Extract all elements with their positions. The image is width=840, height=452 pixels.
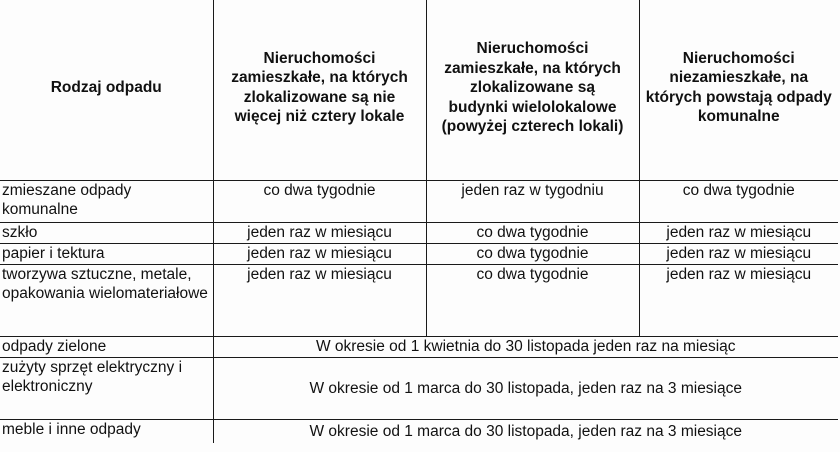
frequency-cell: co dwa tygodnie [426,222,639,243]
header-multi-unit-residential: Nieruchomości zamieszkałe, na których zlokalizowane są budynki wielolokalowe (powyżej czterech lokali) [426,0,639,180]
frequency-cell: co dwa tygodnie [213,180,426,222]
frequency-cell: co dwa tygodnie [426,264,639,336]
table-row [0,180,838,222]
seasonal-frequency-cell: W okresie od 1 marca do 30 listopada, jeden raz na 3 miesiące [213,419,838,443]
frequency-cell: jeden raz w miesiącu [639,243,838,264]
seasonal-frequency-cell: W okresie od 1 marca do 30 listopada, jeden raz na 3 miesiące [213,357,838,419]
frequency-cell: jeden raz w tygodniu [426,180,639,222]
frequency-cell: co dwa tygodnie [426,243,639,264]
header-row [0,0,838,180]
waste-type-cell: zużyty sprzęt elektryczny i elektroniczny [0,357,213,419]
frequency-cell: jeden raz w miesiącu [639,222,838,243]
seasonal-frequency-cell: W okresie od 1 kwietnia do 30 listopada jeden raz na miesiąc [213,336,838,357]
waste-type-cell: zmieszane odpady komunalne [0,180,213,222]
table-row [0,336,838,357]
waste-type-cell: szkło [0,222,213,243]
table-row [0,243,838,264]
header-waste-type: Rodzaj odpadu [0,0,213,180]
frequency-cell: jeden raz w miesiącu [639,264,838,336]
frequency-cell: co dwa tygodnie [639,180,838,222]
waste-type-cell: tworzywa sztuczne, metale, opakowania wielomateriałowe [0,264,213,336]
table-row [0,357,838,419]
header-non-residential: Nieruchomości niezamieszkałe, na których powstają odpady komunalne [639,0,838,180]
table-row [0,264,838,336]
waste-type-cell: meble i inne odpady [0,419,213,443]
table-row [0,222,838,243]
header-small-residential: Nieruchomości zamieszkałe, na których zlokalizowane są nie więcej niż cztery lokale [213,0,426,180]
frequency-cell: jeden raz w miesiącu [213,222,426,243]
frequency-cell: jeden raz w miesiącu [213,243,426,264]
waste-type-cell: odpady zielone [0,336,213,357]
table-row [0,419,838,443]
frequency-cell: jeden raz w miesiącu [213,264,426,336]
waste-type-cell: papier i tektura [0,243,213,264]
